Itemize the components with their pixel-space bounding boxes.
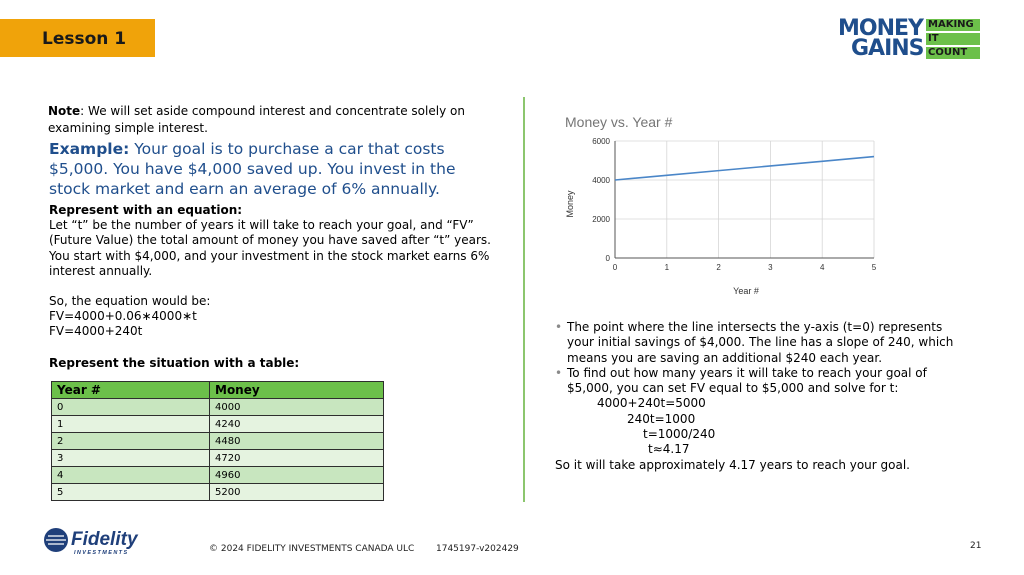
chart-axes (615, 141, 874, 258)
money-table (51, 381, 384, 501)
cell-money: 4720 (210, 450, 384, 467)
money-gains-logo (838, 18, 983, 62)
fidelity-logo (43, 525, 183, 557)
bullet-dot-icon: • (555, 320, 563, 334)
chart-y-tick-label: 0 (605, 254, 610, 263)
cell-year: 5 (52, 484, 210, 501)
chart-y-tick-label: 6000 (592, 137, 610, 146)
example-text: Your goal is to purchase a car that costs $5,000. You have $4,000 saved up. You invest in the stock market and earn an average of 6% annually. (49, 140, 456, 198)
equation-lines (49, 294, 499, 340)
cell-money: 5200 (210, 484, 384, 501)
bullet-intercept-text: The point where the line intersects the y-axis (t=0) represents your initial savings of $4,000. The line has a slope of 240, which means you are saving an additional $240 each year. (567, 320, 954, 365)
cell-year: 4 (52, 467, 210, 484)
chart-y-tick-label: 4000 (592, 176, 610, 185)
chart-y-tick-label: 2000 (592, 215, 610, 224)
note-text: : We will set aside compound interest and concentrate solely on examining simple interest. (48, 104, 465, 135)
chart-y-ticks (592, 137, 610, 263)
logo-tag-it: IT (926, 33, 980, 45)
page-number: 21 (970, 541, 982, 551)
equation-description: Let “t” be the number of years it will take to reach your goal, and “FV” (Future Value) the total amount of money you have saved after “t” years. You start with $4,000, and your investment in the stock market earns 6% interest annually. (49, 218, 491, 278)
chart-x-tick-label: 2 (716, 263, 721, 272)
money-vs-year-chart (560, 108, 900, 303)
solve-step-3: t=1000/240 (643, 427, 716, 442)
chart-grid (615, 141, 874, 258)
example-paragraph (49, 139, 469, 199)
bullet-solve-text: To find out how many years it will take to reach your goal of $5,000, you can set FV equal to $5,000 and solve for t: (567, 365, 927, 396)
bullet-dot-icon: • (555, 365, 563, 380)
note-label: Note (48, 104, 81, 118)
equation-heading: Represent with an equation: (49, 203, 243, 217)
logo-word-gains: GAINS (851, 36, 924, 61)
cell-year: 0 (52, 399, 210, 416)
chart-x-tick-label: 5 (871, 263, 877, 272)
cell-money: 4480 (210, 433, 384, 450)
cell-money: 4240 (210, 416, 384, 433)
table-heading: Represent the situation with a table: (49, 356, 300, 370)
chart-x-tick-label: 3 (768, 263, 773, 272)
logo-word-money: MONEY (838, 16, 923, 41)
note-paragraph (48, 103, 488, 137)
chart-x-tick-label: 4 (819, 263, 825, 272)
equation-intro: So, the equation would be: (49, 294, 211, 308)
bullet-solve (555, 366, 955, 397)
cell-money: 4000 (210, 399, 384, 416)
example-label: Example: (49, 140, 130, 158)
solve-step-1: 4000+240t=5000 (597, 396, 706, 411)
table-row (52, 450, 384, 467)
equation-1: FV=4000+0.06∗4000∗t (49, 309, 197, 324)
lesson-tab: Lesson 1 (0, 19, 155, 57)
cell-year: 1 (52, 416, 210, 433)
table-row (52, 467, 384, 484)
cell-year: 2 (52, 433, 210, 450)
logo-tag-making: MAKING (926, 19, 980, 31)
table-row (52, 484, 384, 501)
document-code: 1745197-v202429 (436, 544, 519, 554)
solve-step-2: 240t=1000 (627, 411, 696, 426)
logo-tag-count: COUNT (926, 47, 980, 59)
fidelity-subtitle: INVESTMENTS (74, 550, 129, 556)
copyright-text: © 2024 FIDELITY INVESTMENTS CANADA ULC (209, 544, 415, 554)
chart-series-line (615, 157, 874, 180)
bullet-intercept (555, 320, 955, 366)
equation-section (49, 203, 499, 279)
solve-step-4: t≈4.17 (648, 442, 690, 457)
fidelity-wordmark: Fidelity (71, 529, 138, 550)
chart-x-tick-label: 0 (612, 263, 618, 272)
cell-money: 4960 (210, 467, 384, 484)
equation-2: FV=4000+240t (49, 324, 143, 339)
table-row (52, 433, 384, 450)
explanation-list (555, 320, 955, 473)
cell-year: 3 (52, 450, 210, 467)
table-row (52, 416, 384, 433)
chart-title: Money vs. Year # (565, 114, 673, 130)
header-money: Money (210, 382, 384, 399)
chart-y-label: Money (565, 190, 575, 218)
chart-x-ticks (613, 263, 877, 272)
conclusion-text: So it will take approximately 4.17 years to reach your goal. (555, 457, 910, 472)
table-header-row (52, 382, 384, 399)
table-row (52, 399, 384, 416)
chart-x-label: Year # (733, 286, 759, 296)
chart-x-tick-label: 1 (664, 263, 670, 272)
column-divider (523, 97, 525, 502)
header-year: Year # (52, 382, 210, 399)
